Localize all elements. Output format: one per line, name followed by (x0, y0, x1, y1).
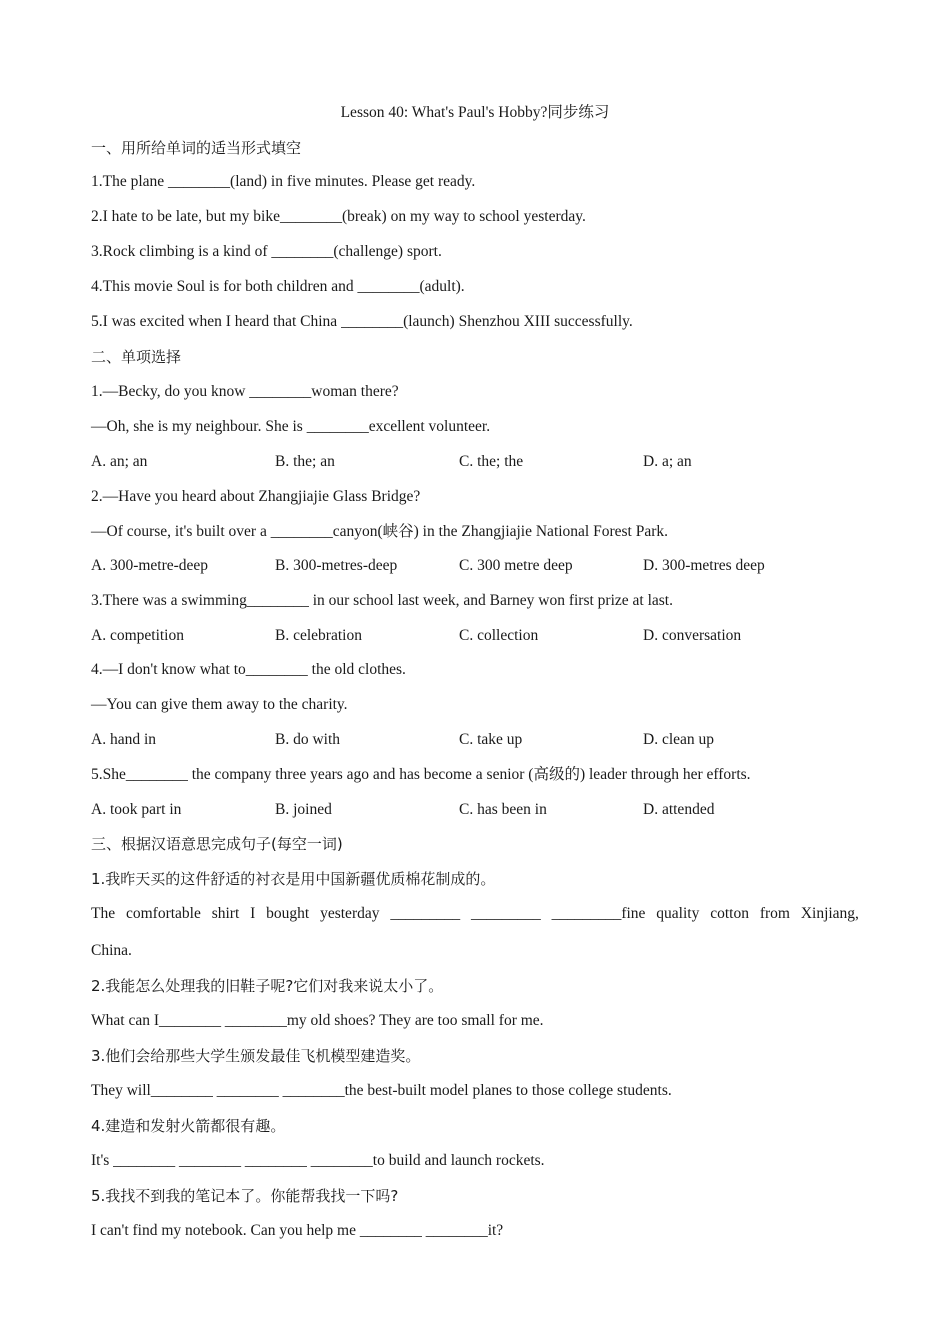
word: bought (266, 905, 310, 922)
word: comfortable (125, 905, 201, 922)
mc-q3-option-a: A. competition (91, 627, 184, 644)
mc-q3-option-c: C. collection (459, 627, 539, 644)
mc-q5-option-c: C. has been in (459, 801, 547, 818)
mc-q2-option-a: A. 300-metre-deep (91, 557, 209, 574)
mc-q3-line-1: 3.There was a swimming________ in our school last week, and Barney won first prize at last. (91, 592, 673, 609)
translation-item-1-cn: 1.我昨天买的这件舒适的衬衣是用中国新疆优质棉花制成的。 (91, 870, 496, 888)
fill-in-item-2: 2.I hate to be late, but my bike________(break) on my way to school yesterday. (91, 208, 586, 225)
word: _________fine (551, 905, 646, 922)
section-heading-translation: 三、根据汉语意思完成句子(每空一词) (91, 835, 343, 853)
word: The (91, 905, 116, 922)
translation-item-5-en: I can't find my notebook. Can you help me ________ ________it? (91, 1222, 504, 1239)
section-heading-multiple-choice: 二、单项选择 (91, 348, 182, 366)
translation-item-2-cn: 2.我能怎么处理我的旧鞋子呢?它们对我来说太小了。 (91, 977, 444, 995)
mc-q4-line-2: —You can give them away to the charity. (91, 696, 348, 713)
translation-item-3-cn: 3.他们会给那些大学生颁发最佳飞机模型建造奖。 (91, 1047, 421, 1065)
mc-q1-line-1: 1.—Becky, do you know ________woman there? (91, 383, 399, 400)
translation-item-3-en: They will________ ________ ________the best-built model planes to those college students. (91, 1082, 672, 1099)
mc-q2-line-1: 2.—Have you heard about Zhangjiajie Glass Bridge? (91, 488, 421, 505)
translation-item-4-en: It's ________ ________ ________ ________to build and launch rockets. (91, 1152, 545, 1169)
mc-q1-option-d: D. a; an (643, 453, 692, 470)
mc-q5-option-a: A. took part in (91, 801, 182, 818)
mc-q4-line-1: 4.—I don't know what to________ the old clothes. (91, 661, 406, 678)
section-heading-fill-in: 一、用所给单词的适当形式填空 (91, 139, 302, 157)
mc-q4-option-d: D. clean up (643, 731, 715, 748)
fill-in-item-3: 3.Rock climbing is a kind of ________(challenge) sport. (91, 243, 442, 260)
word: yesterday (320, 905, 380, 922)
fill-in-item-1: 1.The plane ________(land) in five minutes. Please get ready. (91, 173, 476, 190)
mc-q2-option-c: C. 300 metre deep (459, 557, 573, 574)
blank: _________ (470, 905, 541, 922)
word: quality (656, 905, 700, 922)
translation-item-2-en: What can I________ ________my old shoes? They are too small for me. (91, 1012, 544, 1029)
mc-q1-option-c: C. the; the (459, 453, 524, 470)
word: I (250, 905, 256, 922)
mc-q1-option-b: B. the; an (275, 453, 335, 470)
word: cotton (710, 905, 749, 922)
translation-item-5-cn: 5.我找不到我的笔记本了。你能帮我找一下吗? (91, 1187, 399, 1205)
mc-q2-option-d: D. 300-metres deep (643, 557, 765, 574)
page-title: Lesson 40: What's Paul's Hobby?同步练习 (340, 104, 610, 121)
mc-q4-option-c: C. take up (459, 731, 523, 748)
mc-q3-option-d: D. conversation (643, 627, 742, 644)
mc-q1-option-a: A. an; an (91, 453, 148, 470)
mc-q5-option-b: B. joined (275, 801, 332, 818)
mc-q2-option-b: B. 300-metres-deep (275, 557, 398, 574)
word: Xinjiang, (800, 905, 859, 922)
mc-q1-line-2: —Oh, she is my neighbour. She is ________excellent volunteer. (91, 418, 491, 435)
fill-in-item-4: 4.This movie Soul is for both children and ________(adult). (91, 278, 465, 295)
word: from (759, 905, 790, 922)
mc-q5-line-1: 5.She________ the company three years ago and has become a senior (高级的) leader through her efforts. (91, 766, 751, 783)
mc-q5-option-d: D. attended (643, 801, 715, 818)
mc-q2-line-2: —Of course, it's built over a ________canyon(峡谷) in the Zhangjiajie National Forest Park. (91, 523, 669, 540)
translation-item-1-en-cont: China. (91, 942, 132, 959)
translation-item-1-en (91, 904, 859, 924)
fill-in-item-5: 5.I was excited when I heard that China ________(launch) Shenzhou XIII successfully. (91, 313, 633, 330)
mc-q3-option-b: B. celebration (275, 627, 362, 644)
mc-q4-option-b: B. do with (275, 731, 341, 748)
translation-item-4-cn: 4.建造和发射火箭都很有趣。 (91, 1117, 286, 1135)
word: shirt (211, 905, 240, 922)
blank: _________ (390, 905, 461, 922)
mc-q4-option-a: A. hand in (91, 731, 157, 748)
